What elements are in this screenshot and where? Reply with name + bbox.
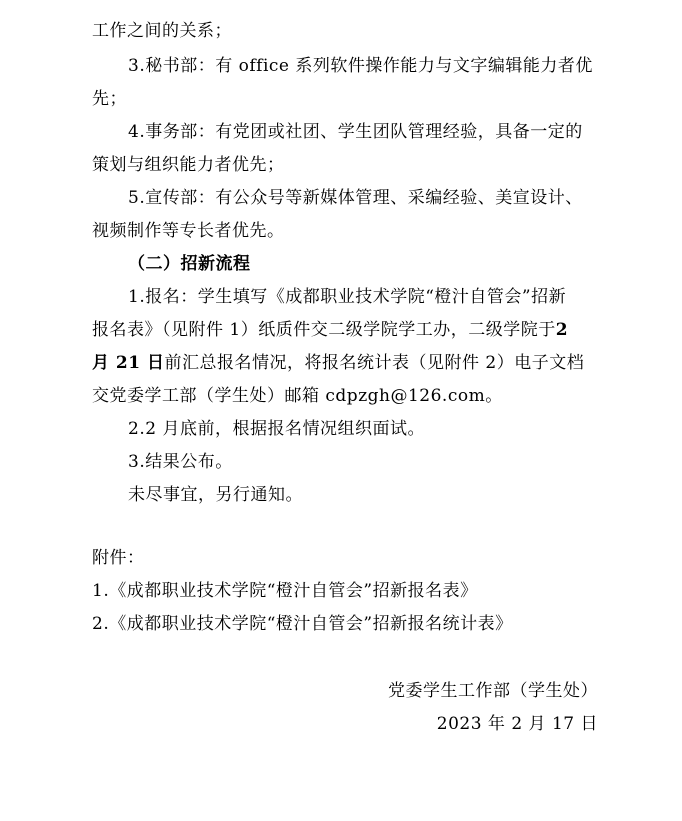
emphasis-text: 2 xyxy=(555,320,569,340)
paragraph-line: 先； xyxy=(92,89,127,109)
paragraph-line: 1.报名：学生填写《成都职业技术学院“橙汁自管会”招新 xyxy=(128,287,567,307)
paragraph-line xyxy=(92,319,568,341)
attachments-label: 附件： xyxy=(92,548,145,568)
attachment-item: 1.《成都职业技术学院“橙汁自管会”招新报名表》 xyxy=(92,581,478,601)
paragraph-line xyxy=(92,352,584,374)
signature-org: 党委学生工作部（学生处） xyxy=(388,681,598,701)
paragraph-line: 策划与组织能力者优先； xyxy=(92,155,285,175)
signature-date: 2023 年 2 月 17 日 xyxy=(436,714,598,734)
paragraph-text: 报名表》（见附件 1）纸质件交二级学院学工办，二级学院于 xyxy=(92,320,556,340)
paragraph-text: 前汇总报名情况，将报名统计表（见附件 2）电子文档 xyxy=(164,353,585,373)
paragraph-line: 4.事务部：有党团或社团、学生团队管理经验，具备一定的 xyxy=(128,122,583,142)
paragraph-line: 3.结果公布。 xyxy=(128,452,233,472)
paragraph-line: 交党委学工部（学生处）邮箱 cdpzgh@126.com。 xyxy=(92,386,503,406)
paragraph-line: 5.宣传部：有公众号等新媒体管理、采编经验、美宣设计、 xyxy=(128,188,583,208)
paragraph-line: 2.2 月底前，根据报名情况组织面试。 xyxy=(128,419,425,439)
section-heading: （二）招新流程 xyxy=(128,254,251,274)
paragraph-line: 工作之间的关系； xyxy=(92,21,232,41)
paragraph-line: 未尽事宜，另行通知。 xyxy=(128,485,303,505)
emphasis-text: 月 21 日 xyxy=(92,353,165,373)
paragraph-line: 3.秘书部：有 office 系列软件操作能力与文字编辑能力者优 xyxy=(128,56,593,76)
attachment-item: 2.《成都职业技术学院“橙汁自管会”招新报名统计表》 xyxy=(92,614,513,634)
paragraph-line: 视频制作等专长者优先。 xyxy=(92,221,285,241)
